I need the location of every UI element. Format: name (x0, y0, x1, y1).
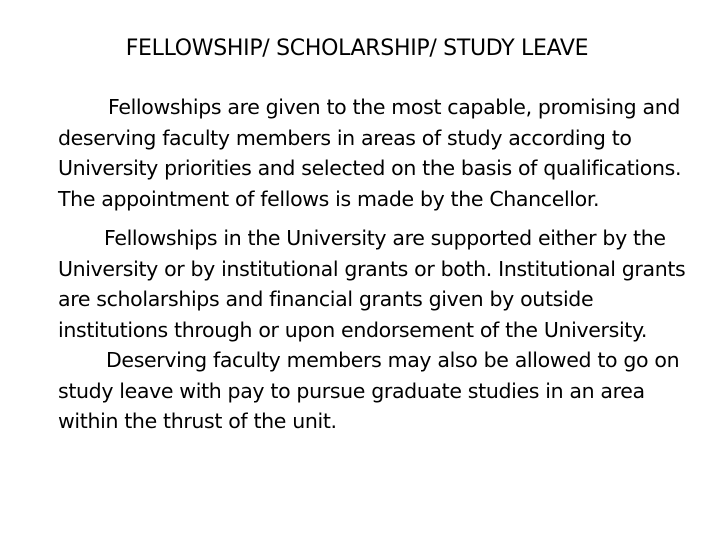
paragraph-fellowships-supported: Fellowships in the University are supported either by the University or by institutional grants or both. Institutional grants are scholarships and financial grants given by outside institutions through or upon endorsement of the University. (58, 226, 686, 342)
paragraph-fellowships-given: Fellowships are given to the most capable, promising and deserving faculty members in areas of study according to University priorities and selected on the basis of qualifications. The appointment of fellows is made by the Chancellor. (58, 95, 682, 211)
paragraph-study-leave: Deserving faculty members may also be allowed to go on study leave with pay to pursue graduate studies in an area within the thrust of the unit. (58, 348, 680, 433)
slide-body (58, 92, 698, 437)
slide-title: FELLOWSHIP/ SCHOLARSHIP/ STUDY LEAVE (125, 36, 589, 61)
